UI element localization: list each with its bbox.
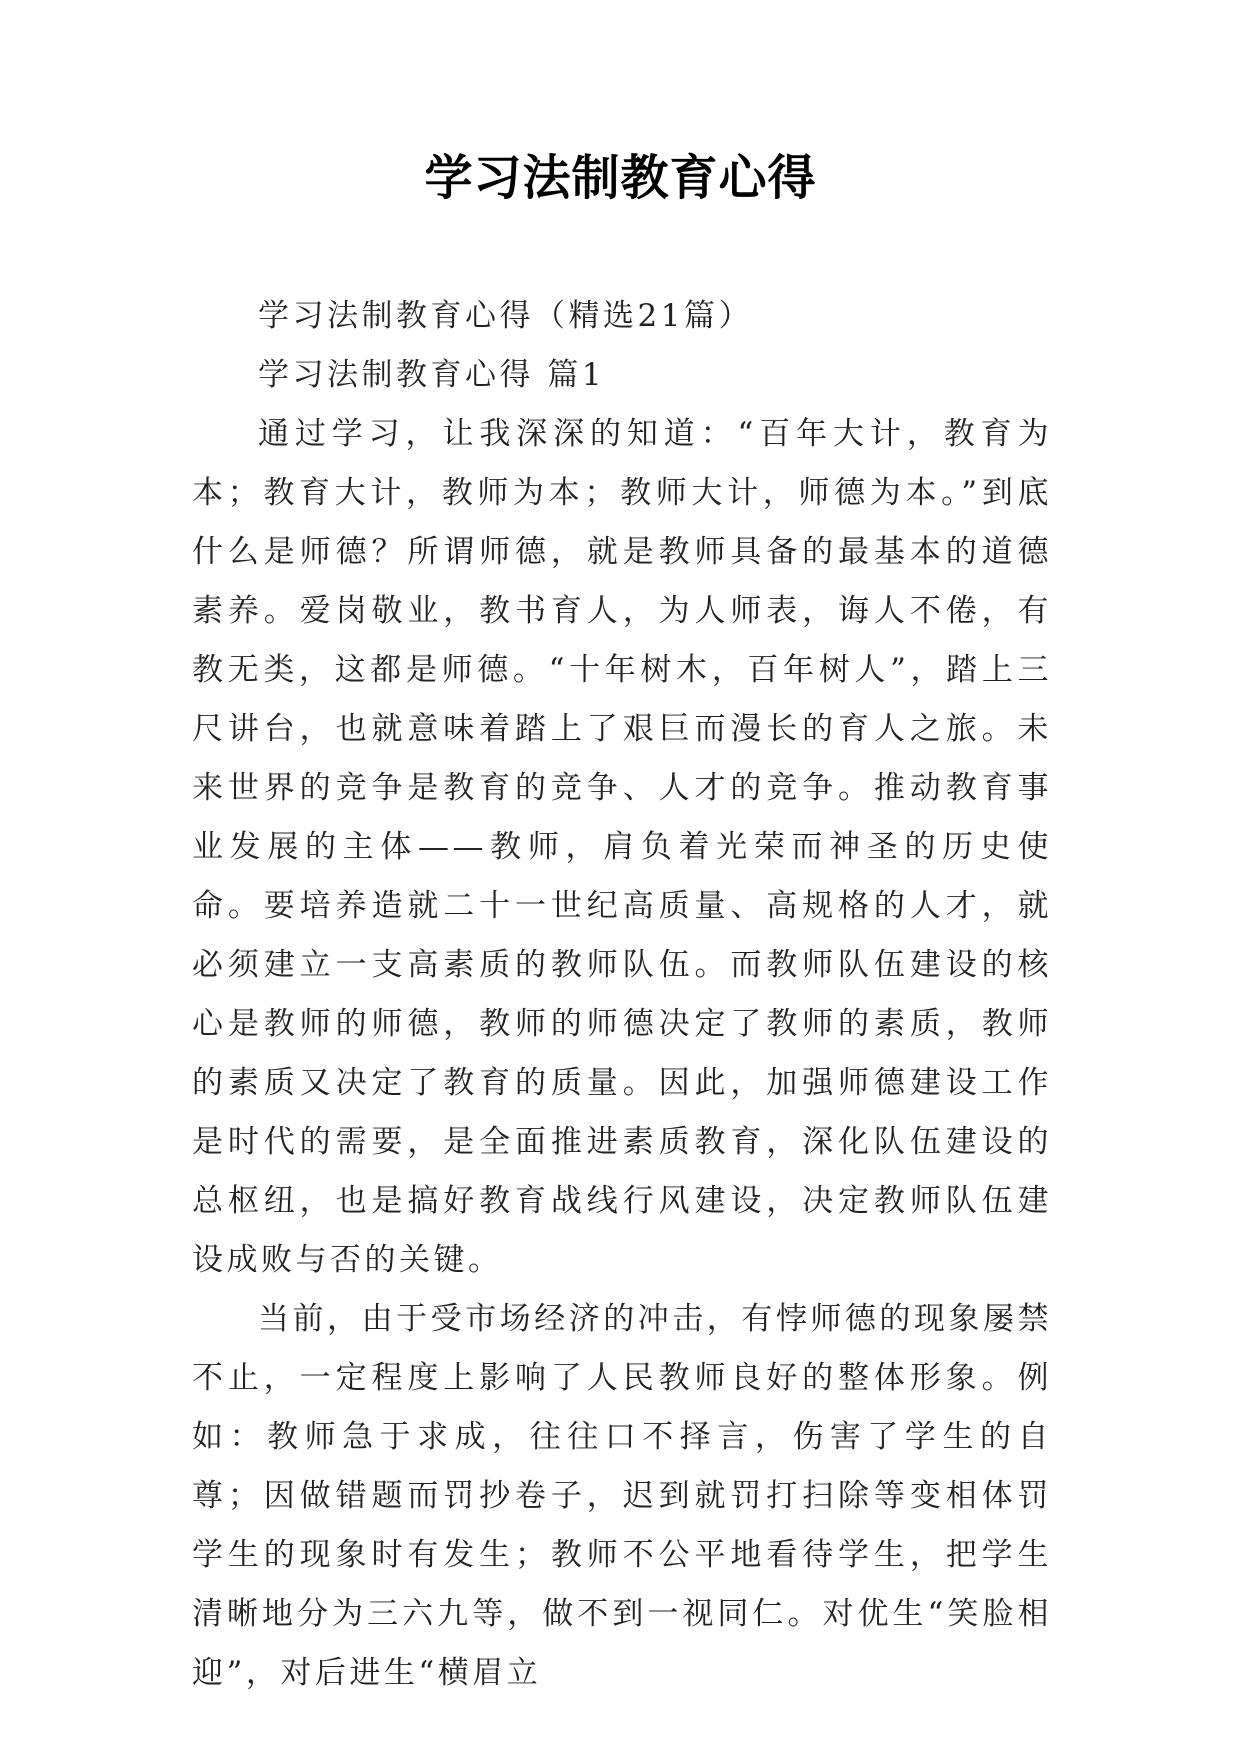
document-subtitle: 学习法制教育心得（精选21篇）	[258, 298, 753, 334]
document-body	[192, 287, 1052, 1703]
paragraph-1: 通过学习，让我深深的知道：“百年大计，教育为本；教育大计，教师为本；教师大计，师德为本。”到底什么是师德？所谓师德，就是教师具备的最基本的道德素养。爱岗敬业，教书育人，为人师表，诲人不倦，有教无类，这都是师德。“十年树木，百年树人”，踏上三尺讲台，也就意味着踏上了艰巨而漫长的育人之旅。未来世界的竞争是教育的竞争、人才的竞争。推动教育事业发展的主体——教师，肩负着光荣而神圣的历史使命。要培养造就二十一世纪高质量、高规格的人才，就必须建立一支高素质的教师队伍。而教师队伍建设的核心是教师的师德，教师的师德决定了教师的素质，教师的素质又决定了教育的质量。因此，加强师德建设工作是时代的需要，是全面推进素质教育，深化队伍建设的总枢纽，也是搞好教育战线行风建设，决定教师队伍建设成败与否的关键。	[192, 416, 1052, 1278]
document-title: 学习法制教育心得	[424, 150, 817, 206]
paragraph-2: 当前，由于受市场经济的冲击，有悖师德的现象屡禁不止，一定程度上影响了人民教师良好的整体形象。例如：教师急于求成，往往口不择言，伤害了学生的自尊；因做错题而罚抄卷子，迟到就罚打扫除等变相体罚学生的现象时有发生；教师不公平地看待学生，把学生清晰地分为三六九等，做不到一视同仁。对优生“笑脸相迎”，对后进生“横眉立	[192, 1301, 1052, 1691]
section-heading: 学习法制教育心得 篇1	[258, 357, 606, 393]
